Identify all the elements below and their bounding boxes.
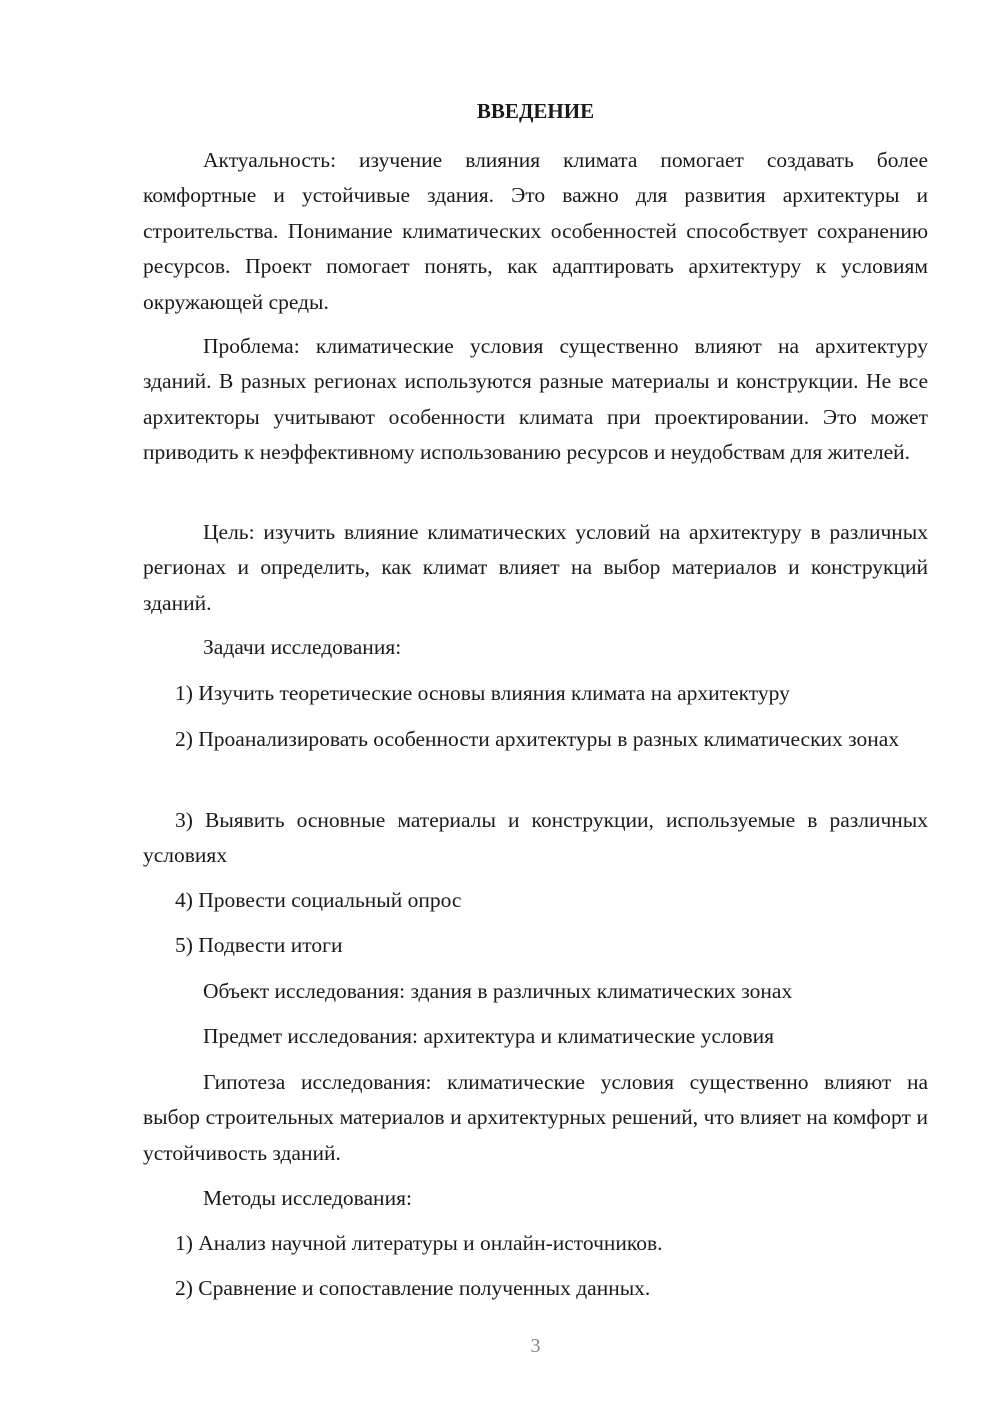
task-item-1: 1) Изучить теоретические основы влияния климата на архитектуру <box>175 681 790 705</box>
page-number: 3 <box>530 1335 541 1357</box>
task-item-4: 4) Провести социальный опрос <box>175 888 462 912</box>
tasks-heading: Задачи исследования: <box>203 635 402 659</box>
methods-heading: Методы исследования: <box>203 1186 412 1210</box>
relevance-paragraph: Актуальность: изучение влияния климата помогает создавать более комфортные и устойчивые здания. Это важно для развития архитектуры и строительства. Понимание климатических особенностей способствует сохранению ресурсов. Проект помогает понять, как адаптировать архитектуру к условиям окружающей среды. <box>143 148 928 314</box>
object-paragraph: Объект исследования: здания в различных климатических зонах <box>203 979 793 1003</box>
goal-paragraph: Цель: изучить влияние климатических условий на архитектуру в различных регионах и определить, как климат влияет на выбор материалов и конструкций зданий. <box>143 520 928 615</box>
task-item-2: 2) Проанализировать особенности архитектуры в разных климатических зонах <box>175 727 900 751</box>
task-item-5: 5) Подвести итоги <box>175 933 343 957</box>
hypothesis-paragraph: Гипотеза исследования: климатические условия существенно влияют на выбор строительных материалов и архитектурных решений, что влияет на комфорт и устойчивость зданий. <box>143 1070 928 1165</box>
method-item-1: 1) Анализ научной литературы и онлайн-источников. <box>175 1231 663 1255</box>
problem-paragraph: Проблема: климатические условия существенно влияют на архитектуру зданий. В разных регионах используются разные материалы и конструкции. Не все архитекторы учитывают особенности климата при проектировании. Это может приводить к неэффективному использованию ресурсов и неудобствам для жителей. <box>143 334 928 465</box>
subject-paragraph: Предмет исследования: архитектура и климатические условия <box>203 1024 775 1048</box>
task-item-3: 3) Выявить основные материалы и конструкции, используемые в различных условиях <box>143 808 928 868</box>
method-item-2: 2) Сравнение и сопоставление полученных данных. <box>175 1276 651 1300</box>
section-heading: ВВЕДЕНИЕ <box>476 99 595 123</box>
